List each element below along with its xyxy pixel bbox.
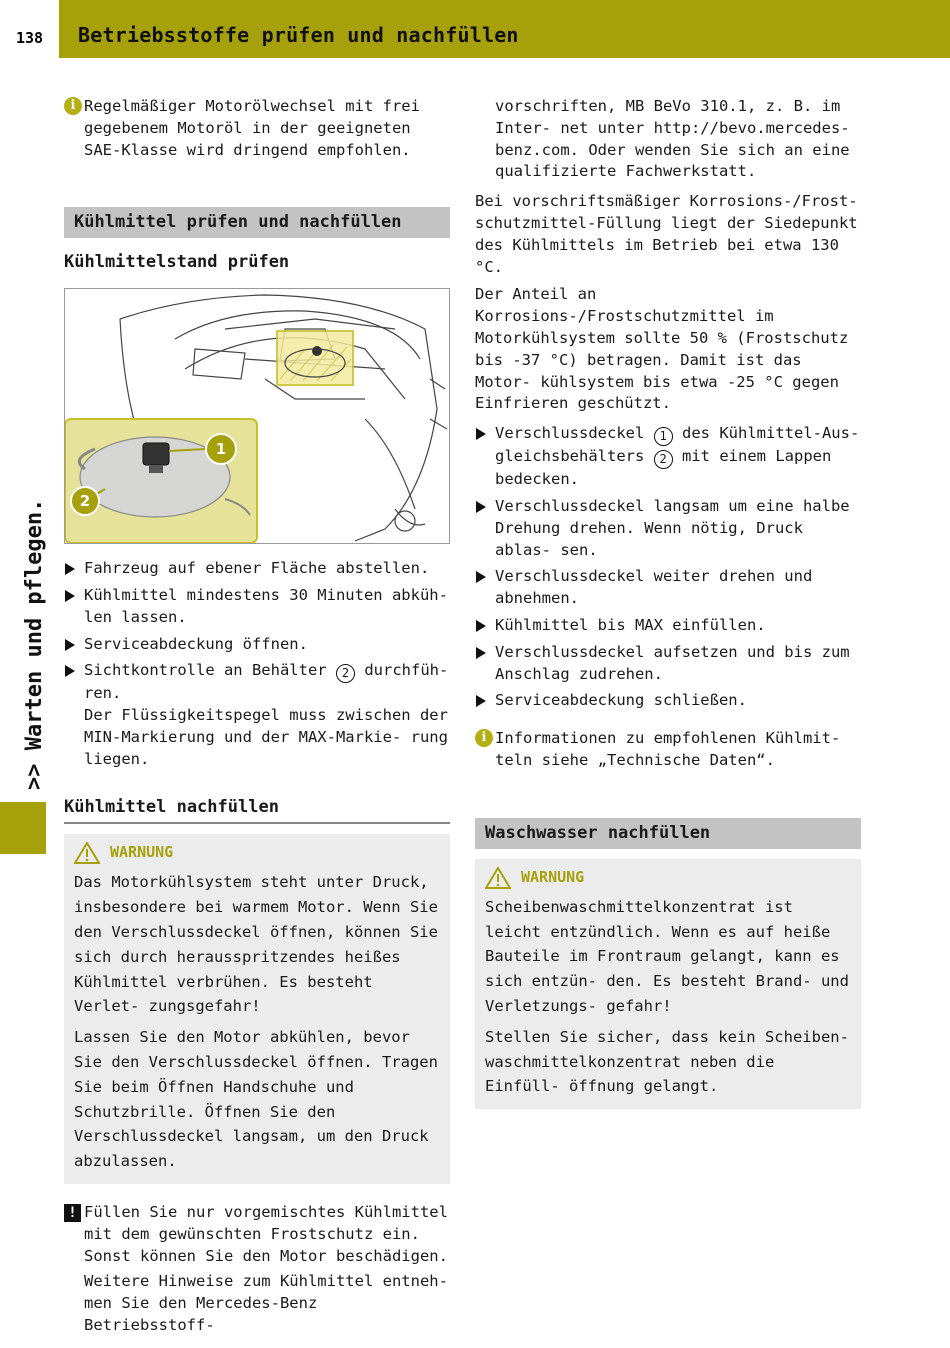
triangle-bullet-icon (476, 695, 486, 707)
triangle-bullet-icon (476, 620, 486, 632)
paragraph: Der Anteil an Korrosions-/Frostschutzmittel im Motorkühlsystem sollte 50 % (Frostschutz bis -37 °C) betragen. Damit ist das Motor- kühlsystem bis etwa -25 °C gegen Einfrieren geschützt. (475, 285, 849, 413)
list-item: Sichtkontrolle an Behälter 2 durchfüh- ren. Der Flüssigkeitspegel muss zwischen der MIN-Markierung und der MAX-Markie- rung liegen. (64, 660, 450, 770)
list-item: Serviceabdeckung öffnen. (64, 634, 450, 656)
warning-box-washer (475, 859, 861, 1109)
callout-1-label: 1 (215, 440, 227, 459)
list-item: Verschlussdeckel aufsetzen und bis zum Anschlag zudrehen. (475, 642, 861, 686)
triangle-bullet-icon (65, 665, 75, 677)
section-title-washer: Waschwasser nachfüllen (475, 818, 861, 849)
check-steps-list (64, 558, 450, 770)
list-item: Verschlussdeckel 1 des Kühlmittel-Aus- gleichsbehälters 2 mit einem Lappen bedecken. (475, 423, 861, 491)
subheading-check: Kühlmittelstand prüfen (64, 252, 290, 273)
reference-number-2: 2 (336, 664, 355, 683)
page-title: Betriebsstoffe prüfen und nachfüllen (78, 23, 519, 47)
info-icon: i (64, 97, 82, 115)
list-item: Kühlmittel bis MAX einfüllen. (475, 615, 861, 637)
section-title-coolant: Kühlmittel prüfen und nachfüllen (64, 207, 450, 238)
step-note: Der Flüssigkeitspegel muss zwischen der MIN-Markierung und der MAX-Markie- rung liegen. (84, 706, 448, 768)
warning-text: Das Motorkühlsystem steht unter Druck, insbesondere bei warmem Motor. Wenn Sie den Verschlussdeckel öffnen, können Sie sich durch herausspritzendes heißes Kühlmittel verbrühen. Es besteht Verlet- zungsgefahr! (74, 873, 438, 1016)
triangle-bullet-icon (65, 639, 75, 651)
warning-text: Lassen Sie den Motor abkühlen, bevor Sie den Verschlussdeckel öffnen. Tragen Sie beim Öffnen Handschuhe und Schutzbrille. Öffnen Sie den Verschlussdeckel langsam, um den Druck abzulassen. (74, 1028, 438, 1171)
refill-steps-list (475, 423, 861, 712)
warning-triangle-icon (485, 867, 511, 889)
reference-number-2: 2 (654, 450, 673, 469)
continued-text: vorschriften, MB BeVo 310.1, z. B. im Inter- net unter http://bevo.mercedes-benz.com. Oder wenden Sie sich an eine qualifizierte Fachwerkstatt. (495, 97, 850, 181)
left-column (64, 96, 450, 1337)
list-item: Fahrzeug auf ebener Fläche abstellen. (64, 558, 450, 580)
triangle-bullet-icon (65, 563, 75, 575)
warning-label: WARNUNG (110, 843, 174, 862)
triangle-bullet-icon (65, 590, 75, 602)
page-header (0, 0, 950, 58)
triangle-bullet-icon (476, 571, 486, 583)
info-icon: i (475, 729, 493, 747)
callout-2-label: 2 (79, 492, 91, 511)
right-column (475, 96, 861, 1109)
warning-text: Stellen Sie sicher, dass kein Scheiben- waschmittelkonzentrat neben die Einfüll- öffnung gelangt. (485, 1027, 849, 1096)
list-item: Kühlmittel mindestens 30 Minuten abküh- len lassen. (64, 585, 450, 629)
exclamation-icon: ! (64, 1204, 81, 1222)
info-note-oil (64, 96, 450, 161)
engine-bay-illustration (65, 289, 449, 543)
info-text: Regelmäßiger Motorölwechsel mit frei gegebenem Motoröl in der geeigneten SAE-Klasse wird dringend empfohlen. (84, 97, 420, 159)
caution-note: ! Füllen Sie nur vorgemischtes Kühlmittel mit dem gewünschten Frostschutz ein. Sonst können Sie den Motor beschädigen. Weitere Hinweise zum Kühlmittel entneh- men Sie den Mercedes-Benz Betriebsstoff- (64, 1202, 450, 1337)
warning-triangle-icon (74, 842, 100, 864)
engine-bay-figure (64, 288, 450, 544)
triangle-bullet-icon (476, 501, 486, 513)
info-note-coolant: i Informationen zu empfohlenen Kühlmit- teln siehe „Technische Daten“. (475, 728, 861, 772)
list-item: Serviceabdeckung schließen. (475, 690, 861, 712)
warning-text: Scheibenwaschmittelkonzentrat ist leicht entzündlich. Wenn es auf heiße Bauteile im Frontraum gelangt, kann es sich entzün- den. Es besteht Brand- und Verletzungs- gefahr! (485, 897, 849, 1015)
warning-label: WARNUNG (521, 867, 585, 886)
warning-header (74, 842, 440, 864)
triangle-bullet-icon (476, 428, 486, 440)
list-item: Verschlussdeckel langsam um eine halbe Drehung drehen. Wenn nötig, Druck ablas- sen. (475, 496, 861, 561)
subheading-refill: Kühlmittel nachfüllen (64, 797, 450, 825)
page-number: 138 (0, 0, 62, 58)
warning-header (485, 867, 851, 889)
paragraph: Bei vorschriftsmäßiger Korrosions-/Frost- schutzmittel-Füllung liegt der Siedepunkt des Kühlmittels im Betrieb bei etwa 130 °C. (475, 192, 858, 276)
side-chapter-label: >> Warten und pflegen. (22, 498, 47, 790)
warning-box-coolant (64, 834, 450, 1184)
triangle-bullet-icon (476, 647, 486, 659)
side-tab-marker (0, 802, 46, 854)
list-item: Verschlussdeckel weiter drehen und abnehmen. (475, 566, 861, 610)
reference-number-1: 1 (654, 427, 673, 446)
